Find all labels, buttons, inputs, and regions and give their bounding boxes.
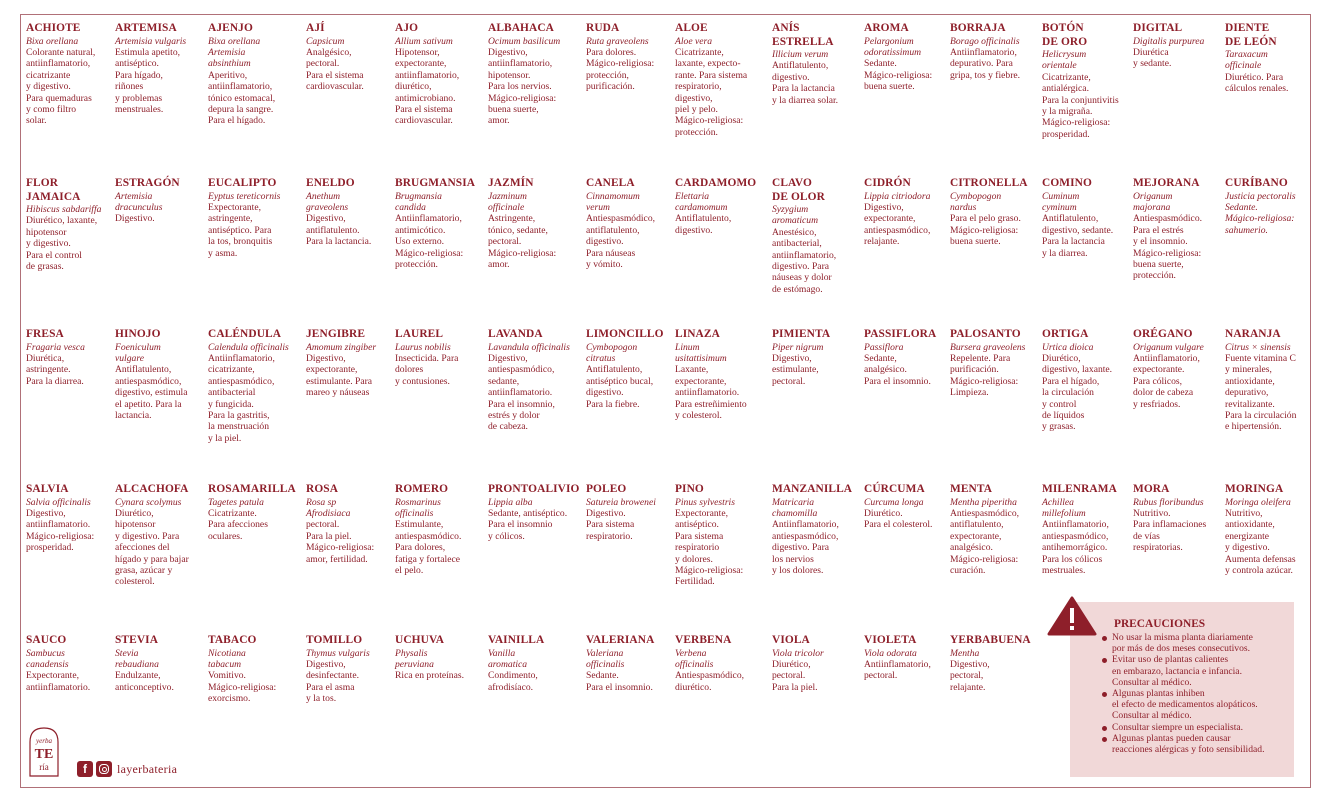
plant-name: CITRONELLA: [950, 177, 1028, 189]
plant-card: [1133, 22, 1225, 70]
plant-description: Digestivo, expectorante, estimulante. Para mareo y náuseas: [306, 352, 373, 399]
plant-name: CURÍBANO: [1225, 177, 1288, 189]
plant-card: [950, 177, 1042, 248]
plant-name: ORTIGA: [1042, 328, 1089, 340]
plant-card: [950, 328, 1042, 399]
yerbateria-logo: [26, 726, 62, 778]
plant-description: Antiflatulento, digestivo. Para la lactancia y la diarrea solar.: [772, 60, 839, 106]
plant-name: DIGITAL: [1133, 22, 1183, 34]
plant-scientific-name: Taraxacum officinale: [1225, 49, 1268, 72]
plant-description: Laxante, expectorante, antiinflamatorio. Para estreñimiento y colesterol.: [675, 364, 747, 421]
plant-description: Estimulante, antiespasmódico. Para dolores, fatiga y fortalece el pelo.: [395, 519, 462, 576]
svg-text:ría: ría: [39, 762, 49, 772]
plant-card: [586, 177, 678, 270]
plant-scientific-name: Origanum vulgare: [1133, 341, 1204, 353]
plant-card: [395, 328, 487, 387]
plant-card: [1042, 328, 1134, 433]
plant-description: Antiinflamatorio, pectoral.: [864, 658, 931, 682]
plant-description: Para dolores. Mágico-religiosa: protección, purificación.: [586, 46, 655, 93]
plant-card: [864, 22, 956, 93]
plant-scientific-name: Urtica dioica: [1042, 341, 1094, 353]
plant-scientific-name: Calendula officinalis: [208, 341, 289, 353]
plant-description: Diurético, laxante, hipotensor y digestivo. Para el control de grasas.: [26, 215, 98, 273]
plant-name: FRESA: [26, 328, 64, 340]
plant-scientific-name: Mentha: [950, 647, 980, 659]
plant-scientific-name: Viola odorata: [864, 647, 917, 659]
plant-scientific-name: Syzygium aromaticum: [772, 204, 819, 227]
plant-description: Rica en proteínas.: [395, 670, 464, 682]
social-handle: [77, 760, 177, 778]
plant-scientific-name: Piper nigrum: [772, 341, 824, 353]
plant-name: VALERIANA: [586, 634, 655, 646]
plant-card: [864, 177, 956, 248]
plant-scientific-name: Hibiscus sabdariffa: [26, 204, 102, 215]
plant-card: [1133, 328, 1225, 410]
plant-description: Vomitivo. Mágico-religiosa: exorcismo.: [208, 670, 277, 705]
plant-name: SAUCO: [26, 634, 67, 646]
plant-scientific-name: Borago officinalis: [950, 35, 1020, 47]
plant-name: ESTRAGÓN: [115, 177, 180, 189]
plant-name: BORRAJA: [950, 22, 1006, 34]
plant-name: ANÍS ESTRELLA: [772, 22, 834, 48]
plant-card: [586, 483, 678, 542]
plant-description: pectoral. Para la piel. Mágico-religiosa: amor, fertilidad.: [306, 519, 375, 565]
plant-name: TABACO: [208, 634, 257, 646]
plant-scientific-name: Physalis peruviana: [395, 647, 434, 670]
plant-scientific-name: Fragaria vesca: [26, 341, 85, 353]
plant-scientific-name: Justicia pectoralis Sedante. Mágico-religiosa: sahumerio.: [1225, 190, 1296, 236]
plant-description: Digestivo, antiinflamatorio, hipotensor. Para los nervios. Mágico-religiosa: buena suerte, amor.: [488, 46, 557, 127]
plant-card: [395, 483, 487, 576]
plant-card: [26, 22, 118, 127]
plant-description: Nutritivo, antioxidante, energizante y digestivo. Aumenta defensas y controla azúcar.: [1225, 507, 1296, 576]
plant-name: YERBABUENA: [950, 634, 1031, 646]
plant-description: Antiinflamatorio, cicatrizante, antiespasmódico, antibacterial y fungicida. Para la gastritis, la menstruación y la piel.: [208, 352, 275, 444]
plant-scientific-name: Citrus × sinensis: [1225, 341, 1291, 353]
plant-name: PALOSANTO: [950, 328, 1021, 340]
plant-scientific-name: Tagetes patula: [208, 496, 264, 508]
plant-card: [1133, 177, 1225, 282]
plant-name: ENELDO: [306, 177, 355, 189]
plant-name: CLAVO DE OLOR: [772, 177, 825, 203]
plant-description: Antiinflamatorio, antiespasmódico, digestivo. Para los nervios y los dolores.: [772, 519, 839, 576]
plant-description: Cicatrizante, laxante, expecto- rante. Para sistema respiratorio, digestivo, piel y pelo. Mágico-religiosa: protección.: [675, 46, 748, 138]
plant-scientific-name: Lippia alba: [488, 496, 533, 508]
plant-card: [1042, 177, 1134, 259]
plant-scientific-name: Origanum majorana: [1133, 190, 1173, 213]
plant-card: [306, 328, 398, 399]
plant-card: [772, 177, 864, 295]
plant-scientific-name: Foeniculum vulgare: [115, 341, 161, 364]
plant-name: ALBAHACA: [488, 22, 554, 34]
plant-description: Sedante, antiséptico. Para el insomnio y cólicos.: [488, 507, 568, 542]
plant-card: [586, 634, 678, 693]
plant-card: [208, 177, 300, 259]
plant-description: Aperitivo, antiinflamatorio, tónico estomacal, depura la sangre. Para el hígado.: [208, 69, 276, 127]
plant-scientific-name: Cymbopogon citratus: [586, 341, 638, 364]
plant-name: VIOLA: [772, 634, 810, 646]
plant-card: [1225, 22, 1317, 95]
plant-description: Digestivo.: [115, 213, 155, 225]
plant-name: AROMA: [864, 22, 909, 34]
plant-scientific-name: Lavandula officinalis: [488, 341, 570, 353]
plant-scientific-name: Artemisia dracunculus: [115, 190, 163, 213]
plant-name: BOTÓN DE ORO: [1042, 22, 1088, 48]
plant-name: MORINGA: [1225, 483, 1284, 495]
plant-scientific-name: Satureia browenei: [586, 496, 656, 508]
plant-description: Expectorante, antiinflamatorio.: [26, 670, 91, 693]
plant-description: Cicatrizante. Para afecciones oculares.: [208, 507, 268, 542]
plant-description: Diurético. Para el colesterol.: [864, 507, 933, 531]
plant-scientific-name: Nicotiana tabacum: [208, 647, 246, 670]
plant-scientific-name: Lippia citriodora: [864, 190, 931, 202]
plant-name: LINAZA: [675, 328, 720, 340]
plant-name: FLOR JAMAICA: [26, 177, 81, 203]
plant-name: STEVIA: [115, 634, 159, 646]
plant-scientific-name: Achillea millefolium: [1042, 496, 1086, 519]
plant-description: Antiinflamatorio, antimicótico. Uso externo. Mágico-religiosa: protección.: [395, 213, 464, 270]
plant-card: [208, 483, 300, 542]
plant-card: [675, 22, 767, 138]
plant-scientific-name: Bixa orellana Artemisia absinthium: [208, 35, 261, 70]
plant-name: ORÉGANO: [1133, 328, 1193, 340]
plant-card: [675, 634, 767, 693]
plant-scientific-name: Thymus vulgaris: [306, 647, 370, 659]
plant-scientific-name: Pinus sylvestris: [675, 496, 735, 508]
plant-name: RUDA: [586, 22, 620, 34]
plant-description: Antiflatulento, digestivo, sedante. Para la lactancia y la diarrea.: [1042, 213, 1114, 259]
plant-description: Digestivo, pectoral, relajante.: [950, 658, 990, 693]
plant-description: Diurética y sedante.: [1133, 46, 1172, 70]
plant-name: LAUREL: [395, 328, 444, 340]
plant-scientific-name: Allium sativum: [395, 35, 453, 47]
plant-card: [864, 483, 956, 531]
plant-description: Fuente vitamina C y minerales, antioxidante, depurativo, revitalizante. Para la circulación e hipertensión.: [1225, 352, 1297, 433]
plant-scientific-name: Laurus nobilis: [395, 341, 451, 353]
plant-name: AJENJO: [208, 22, 253, 34]
plant-scientific-name: Passiflora: [864, 341, 904, 353]
plant-scientific-name: Viola tricolor: [772, 647, 824, 659]
plant-name: ROMERO: [395, 483, 449, 495]
precautions-title: PRECAUCIONES: [1114, 618, 1206, 630]
plant-description: Antiinflamatorio, depurativo. Para gripa, tos y fiebre.: [950, 46, 1021, 81]
plant-scientific-name: Jazminum officinale: [488, 190, 527, 213]
plant-card: [488, 634, 580, 693]
plant-description: Diurético, hipotensor y digestivo. Para afecciones del hígado y para bajar grasa, azúcar y colesterol.: [115, 507, 189, 588]
precaution-item: Algunas plantas pueden causar reacciones alérgicas y foto sensibilidad.: [1102, 733, 1292, 755]
plant-description: Nutritivo. Para inflamaciones de vías respiratorias.: [1133, 507, 1207, 554]
plant-name: VAINILLA: [488, 634, 545, 646]
plant-card: [395, 634, 487, 682]
warning-triangle-icon: [1047, 596, 1097, 636]
plant-description: Digestivo, antiflatulento. Para la lactancia.: [306, 213, 372, 248]
plant-name: SALVIA: [26, 483, 69, 495]
plant-card: [1042, 22, 1134, 140]
plant-name: CÚRCUMA: [864, 483, 925, 495]
plant-description: Insecticida. Para dolores y contusiones.: [395, 352, 459, 387]
plant-card: [395, 177, 487, 270]
plant-description: Diurética, astringente. Para la diarrea.: [26, 352, 84, 387]
svg-text:TE: TE: [34, 747, 54, 762]
plant-scientific-name: Stevia rebaudiana: [115, 647, 159, 670]
plant-card: [772, 483, 864, 576]
plant-scientific-name: Helicrysum orientale: [1042, 49, 1087, 72]
plant-card: [208, 328, 300, 444]
plant-name: CALÉNDULA: [208, 328, 282, 340]
plant-card: [26, 328, 118, 387]
plant-description: Diurético, digestivo, laxante. Para el hígado, la circulación y control de líquidos y grasas.: [1042, 352, 1113, 433]
plant-name: MILENRAMA: [1042, 483, 1117, 495]
plant-description: Digestivo, estimulante, pectoral.: [772, 352, 819, 387]
plant-scientific-name: Ocimum basilicum: [488, 35, 561, 47]
plant-card: [864, 634, 956, 682]
plant-scientific-name: Cuminum cyminum: [1042, 190, 1080, 213]
plant-scientific-name: Amomum zingiber: [306, 341, 377, 353]
plant-name: PIMIENTA: [772, 328, 831, 340]
plant-card: [306, 22, 398, 93]
plant-card: [115, 22, 207, 115]
plant-card: [586, 22, 678, 93]
plant-description: Antiflatulento, antiespasmódico, digestivo, estimula el apetito. Para la lactancia.: [115, 364, 188, 421]
plant-name: BRUGMANSIA: [395, 177, 476, 189]
plant-card: [675, 177, 767, 236]
plant-scientific-name: Brugmansia candida: [395, 190, 442, 213]
plant-scientific-name: Curcuma longa: [864, 496, 924, 508]
plant-card: [306, 177, 398, 248]
plant-name: LAVANDA: [488, 328, 543, 340]
plant-description: Antiflatulento, digestivo.: [675, 213, 732, 236]
precaution-item: Evitar uso de plantas calientes en embarazo, lactancia e infancia. Consultar al médico.: [1102, 654, 1292, 688]
plant-scientific-name: Digitalis purpurea: [1133, 35, 1205, 47]
plant-card: [1225, 177, 1317, 236]
plant-name: CARDAMOMO: [675, 177, 757, 189]
plant-description: Expectorante, astringente, antiséptico. Para la tos, bronquitis y asma.: [208, 201, 273, 259]
plant-description: Repelente. Para purificación. Mágico-religiosa: Limpieza.: [950, 352, 1019, 399]
social-handle-text: layerbateria: [117, 761, 178, 776]
plant-name: PASSIFLORA: [864, 328, 937, 340]
plant-card: [488, 483, 580, 542]
plant-scientific-name: Rosa sp Afrodisiaca: [306, 496, 351, 519]
plant-scientific-name: Pelargonium odoratissimum: [864, 35, 922, 58]
plant-card: [306, 634, 398, 705]
plant-card: [115, 328, 207, 421]
plant-scientific-name: Moringa oleifera: [1225, 496, 1291, 508]
plant-card: [950, 483, 1042, 576]
plant-card: [26, 634, 118, 693]
plant-scientific-name: Sambucus canadensis: [26, 647, 69, 670]
plant-description: Condimento, afrodisíaco.: [488, 670, 538, 693]
plant-name: MENTA: [950, 483, 993, 495]
plant-name: ACHIOTE: [26, 22, 81, 34]
plant-description: Cicatrizante, antialérgica. Para la conjuntivitis y la migraña. Mágico-religiosa: prosperidad.: [1042, 71, 1119, 140]
plant-name: AJO: [395, 22, 419, 34]
plant-scientific-name: Verbena officinalis: [675, 647, 714, 670]
plant-scientific-name: Artemisia vulgaris: [115, 35, 187, 47]
plant-scientific-name: Cinnamomum verum: [586, 190, 640, 213]
precaution-item: No usar la misma planta diariamente por más de dos meses consecutivos.: [1102, 632, 1292, 654]
plant-card: [772, 328, 864, 387]
plant-card: [675, 483, 767, 588]
plant-card: [772, 22, 864, 106]
plant-description: Sedante. Para el insomnio.: [586, 670, 653, 693]
plant-description: Antiespasmódico, antiflatulento, digestivo. Para náuseas y vómito.: [586, 213, 656, 270]
plant-name: HINOJO: [115, 328, 161, 340]
plant-description: Diurético, pectoral. Para la piel.: [772, 658, 818, 693]
plant-name: ARTEMISA: [115, 22, 177, 34]
plant-scientific-name: Bixa orellana: [26, 35, 79, 47]
plant-name: JAZMÍN: [488, 177, 534, 189]
plant-card: [1133, 483, 1225, 554]
plant-scientific-name: Capsicum: [306, 35, 345, 47]
plant-description: Antiinflamatorio, expectorante. Para cólicos, dolor de cabeza y resfriados.: [1133, 352, 1200, 410]
plant-name: JENGIBRE: [306, 328, 366, 340]
plant-scientific-name: Anethum graveolens: [306, 190, 349, 213]
plant-scientific-name: Linum usitattisimum: [675, 341, 727, 364]
plant-card: [26, 483, 118, 554]
plant-description: Digestivo, antiespasmódico, sedante, antiinflamatorio. Para el insomnio, estrés y dolor de cabeza.: [488, 352, 555, 433]
plant-card: [950, 634, 1042, 693]
plant-name: DIENTE DE LEÓN: [1225, 22, 1277, 48]
plant-name: VERBENA: [675, 634, 732, 646]
plant-card: [115, 483, 207, 588]
plant-description: Anestésico, antibacterial, antiinflamatorio, digestivo. Para náuseas y dolor de estómago.: [772, 226, 837, 295]
plant-card: [306, 483, 398, 565]
plant-name: COMINO: [1042, 177, 1092, 189]
plant-card: [586, 328, 678, 410]
plant-name: TOMILLO: [306, 634, 363, 646]
plant-scientific-name: Mentha piperitha: [950, 496, 1017, 508]
plant-card: [115, 634, 207, 693]
plant-description: Antiespasmódico, diurético.: [675, 670, 745, 693]
plant-name: POLEO: [586, 483, 627, 495]
plant-description: Estimula apetito, antiséptico. Para hígado, riñones y problemas menstruales.: [115, 46, 181, 115]
plant-scientific-name: Ruta graveolens: [586, 35, 649, 47]
plant-scientific-name: Valeriana officinalis: [586, 647, 625, 670]
plant-scientific-name: Illicium verum: [772, 49, 829, 60]
plant-card: [488, 22, 580, 127]
plant-name: LIMONCILLO: [586, 328, 664, 340]
plant-scientific-name: Rosmarinus officinalis: [395, 496, 441, 519]
plant-description: Digestivo, expectorante, antiespasmódico, relajante.: [864, 201, 931, 248]
plant-description: Expectorante, antiséptico. Para sistema respiratorio y dolores. Mágico-religiosa: Fertilidad.: [675, 507, 744, 588]
plant-scientific-name: Eyptus tereticornis: [208, 190, 281, 202]
plant-description: Colorante natural, antiinflamatorio, cicatrizante y digestivo. Para quemaduras y como filtro solar.: [26, 46, 96, 127]
plant-description: Diurético. Para cálculos renales.: [1225, 71, 1289, 95]
plant-name: ROSA: [306, 483, 339, 495]
plant-card: [26, 177, 118, 272]
plant-name: ROSAMARILLA: [208, 483, 296, 495]
plant-name: ALOE: [675, 22, 708, 34]
plant-scientific-name: Elettaria cardamomum: [675, 190, 728, 213]
plant-description: Hipotensor, expectorante, antiinflamatorio, diurético, antimicrobiano. Para el sistema cardiovascular.: [395, 46, 460, 127]
plant-scientific-name: Cynara scolymus: [115, 496, 182, 508]
plant-card: [1042, 483, 1134, 576]
plant-description: Sedante, analgésico. Para el insomnio.: [864, 352, 931, 387]
plant-description: Analgésico, pectoral. Para el sistema cardiovascular.: [306, 46, 364, 93]
plant-description: Antiespasmódico, antiflatulento, expectorante, analgésico. Mágico-religiosa: curación.: [950, 507, 1020, 576]
plant-description: Digestivo, desinfectante. Para el asma y la tos.: [306, 658, 360, 705]
plant-name: ALCACHOFA: [115, 483, 189, 495]
plant-card: [675, 328, 767, 421]
plant-card: [488, 328, 580, 433]
plant-name: EUCALIPTO: [208, 177, 277, 189]
plant-scientific-name: Vanilla aromatica: [488, 647, 528, 670]
precaution-item: Algunas plantas inhiben el efecto de medicamentos alopáticos. Consultar al médico.: [1102, 688, 1292, 722]
plant-card: [1225, 483, 1317, 576]
plant-card: [395, 22, 487, 127]
plant-card: [208, 22, 300, 127]
plant-card: [115, 177, 207, 225]
precautions-list: [1102, 632, 1292, 755]
plant-scientific-name: Matricaria chamomilla: [772, 496, 818, 519]
precaution-item: Consultar siempre un especialista.: [1102, 722, 1292, 733]
plant-card: [208, 634, 300, 705]
plant-name: PINO: [675, 483, 704, 495]
plant-name: MANZANILLA: [772, 483, 853, 495]
plant-name: MEJORANA: [1133, 177, 1200, 189]
plant-name: UCHUVA: [395, 634, 445, 646]
plant-scientific-name: Aloe vera: [675, 35, 713, 47]
plant-card: [950, 22, 1042, 81]
plant-name: NARANJA: [1225, 328, 1281, 340]
plant-scientific-name: Salvia officinalis: [26, 496, 91, 508]
plant-scientific-name: Bursera graveolens: [950, 341, 1026, 353]
plant-name: AJÍ: [306, 22, 325, 34]
plant-card: [1225, 328, 1317, 433]
svg-text:yerba: yerba: [36, 737, 52, 745]
plant-description: Digestivo, antiinflamatorio. Mágico-religiosa: prosperidad.: [26, 507, 95, 554]
plant-description: Antiinflamatorio, antiespasmódico, antihemorrágico. Para los cólicos mestruales.: [1042, 519, 1109, 576]
instagram-icon[interactable]: [96, 761, 112, 777]
plant-name: VIOLETA: [864, 634, 917, 646]
plant-name: PRONTOALIVIO: [488, 483, 580, 495]
plant-description: Digestivo. Para sistema respiratorio.: [586, 507, 635, 542]
plant-name: CIDRÓN: [864, 177, 911, 189]
plant-scientific-name: Cymbopogon nardus: [950, 190, 1002, 213]
plant-description: Astringente, tónico, sedante, pectoral. Mágico-religiosa: amor.: [488, 213, 557, 270]
plant-name: CANELA: [586, 177, 635, 189]
plant-card: [772, 634, 864, 693]
facebook-icon[interactable]: f: [77, 761, 93, 777]
plant-scientific-name: Rubus floribundus: [1133, 496, 1204, 508]
plant-description: Sedante. Mágico-religiosa: buena suerte.: [864, 58, 933, 93]
plant-description: Endulzante, anticonceptivo.: [115, 670, 174, 693]
plant-description: Antiespasmódico. Para el estrés y el insomnio. Mágico-religiosa: buena suerte, protección.: [1133, 213, 1203, 282]
plant-description: Antiflatulento, antiséptico bucal, digestivo. Para la fiebre.: [586, 364, 654, 410]
plant-name: MORA: [1133, 483, 1170, 495]
plant-card: [488, 177, 580, 270]
plant-description: Para el pelo graso. Mágico-religiosa: buena suerte.: [950, 213, 1021, 248]
plant-card: [864, 328, 956, 387]
